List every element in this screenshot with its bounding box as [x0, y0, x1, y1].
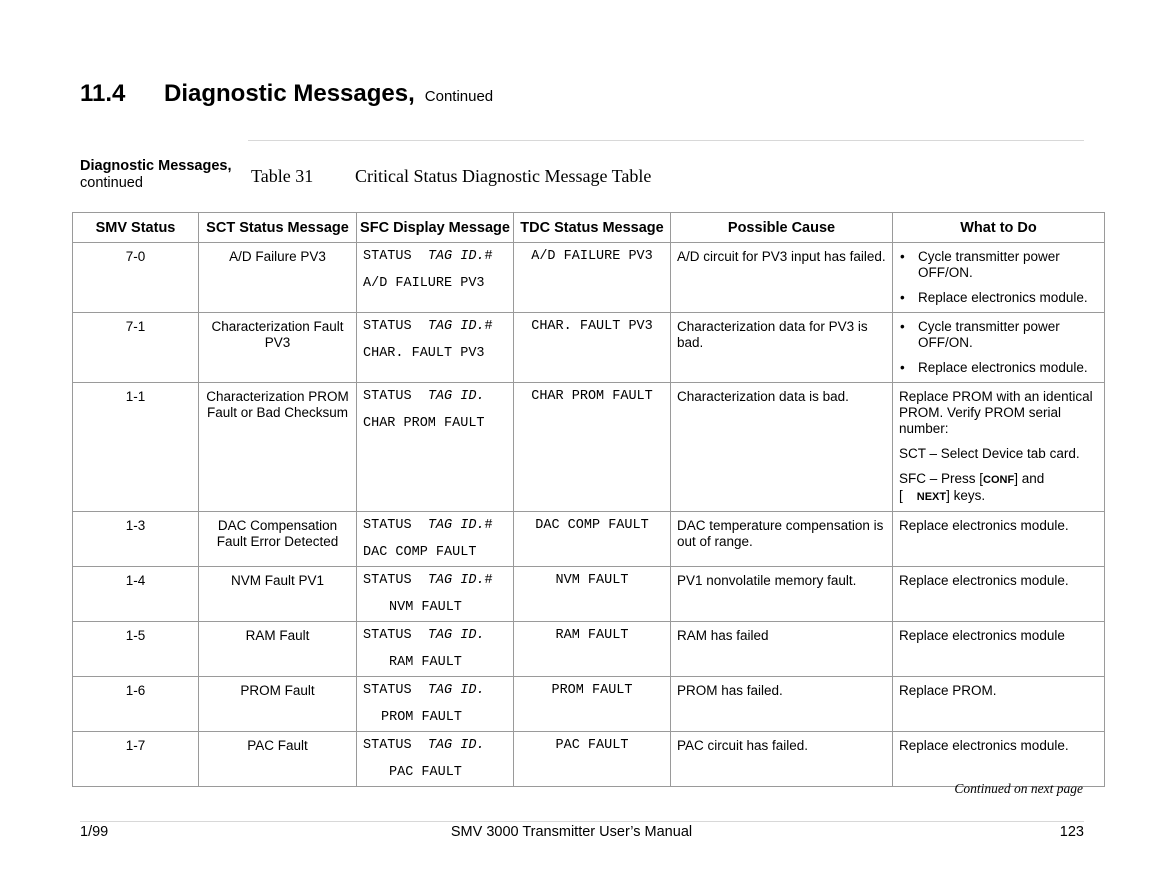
sfc-tag-text: TAG ID. — [427, 518, 485, 533]
possible-cause-cell: PAC circuit has failed. — [671, 732, 893, 787]
footer-manual-title: SMV 3000 Transmitter User’s Manual — [450, 824, 693, 840]
sfc-message-text: CHAR PROM FAULT — [363, 416, 485, 431]
sfc-message-text: DAC COMP FAULT — [363, 545, 477, 560]
side-label-note: continued — [80, 175, 143, 191]
tdc-status-cell: A/D FAILURE PV3 — [514, 243, 671, 313]
possible-cause-cell: A/D circuit for PV3 input has failed. — [671, 243, 893, 313]
table-row — [73, 732, 1105, 787]
smv-status-cell: 1-4 — [73, 567, 199, 622]
sfc-suffix-text: # — [484, 249, 493, 264]
footer-page-number: 123 — [1059, 824, 1084, 840]
table-row — [73, 243, 1105, 313]
possible-cause-cell: Characterization data for PV3 is bad. — [671, 313, 893, 383]
what-to-do-cell — [893, 383, 1105, 512]
table-row — [73, 313, 1105, 383]
table-title: Critical Status Diagnostic Message Table — [355, 166, 652, 186]
sfc-tag-text: TAG ID. — [427, 628, 485, 643]
what-to-do-cell: Replace electronics module. — [893, 512, 1105, 567]
smv-status-cell: 1-1 — [73, 383, 199, 512]
sfc-tag-text: TAG ID. — [427, 249, 485, 264]
sct-status-cell: RAM Fault — [199, 622, 357, 677]
col-header-what-to-do: What to Do — [893, 213, 1105, 243]
section-continued: Continued — [424, 88, 494, 105]
sfc-tag-text: TAG ID. — [427, 389, 485, 404]
sfc-suffix-text: # — [484, 573, 493, 588]
todo-text-part: ] keys. — [946, 488, 986, 503]
table-row — [73, 383, 1105, 512]
sfc-display-cell — [357, 313, 514, 383]
todo-item: • Replace electronics module. — [899, 360, 1098, 376]
todo-paragraph — [899, 471, 1098, 505]
table-row — [73, 622, 1105, 677]
sfc-tag-text: TAG ID. — [427, 683, 485, 698]
smv-status-cell: 7-0 — [73, 243, 199, 313]
sfc-display-cell — [357, 567, 514, 622]
section-heading — [80, 80, 493, 108]
todo-item: • Cycle transmitter power OFF/ON. — [899, 249, 1098, 281]
footer-rule — [80, 821, 1084, 822]
sct-status-cell: PAC Fault — [199, 732, 357, 787]
section-title: Diagnostic Messages, — [164, 80, 415, 107]
smv-status-cell: 1-7 — [73, 732, 199, 787]
sfc-status-text: STATUS — [363, 319, 428, 334]
sct-status-cell: Characterization PROM Fault or Bad Checksum — [199, 383, 357, 512]
sct-status-cell: A/D Failure PV3 — [199, 243, 357, 313]
todo-text-part: SFC – Press [ — [899, 471, 984, 486]
smv-status-cell: 1-5 — [73, 622, 199, 677]
next-key-label: NEXT — [916, 491, 947, 503]
table-number: Table 31 — [251, 166, 314, 186]
what-to-do-cell — [893, 243, 1105, 313]
sfc-tag-text: TAG ID. — [427, 738, 485, 753]
tdc-status-cell: PAC FAULT — [514, 732, 671, 787]
sfc-suffix-text: # — [484, 319, 493, 334]
table-row — [73, 567, 1105, 622]
sct-status-cell: Characterization Fault PV3 — [199, 313, 357, 383]
table-header-row — [73, 213, 1105, 243]
possible-cause-cell: PV1 nonvolatile memory fault. — [671, 567, 893, 622]
sfc-status-text: STATUS — [363, 249, 428, 264]
sfc-status-text: STATUS — [363, 738, 428, 753]
table-row — [73, 512, 1105, 567]
smv-status-cell: 7-1 — [73, 313, 199, 383]
sct-status-cell: DAC Compensation Fault Error Detected — [199, 512, 357, 567]
tdc-status-cell: RAM FAULT — [514, 622, 671, 677]
top-rule — [248, 140, 1084, 141]
tdc-status-cell: CHAR. FAULT PV3 — [514, 313, 671, 383]
todo-paragraph: SCT – Select Device tab card. — [899, 446, 1080, 461]
sfc-display-cell — [357, 622, 514, 677]
sfc-suffix-text: # — [484, 518, 493, 533]
sfc-display-cell — [357, 732, 514, 787]
tdc-status-cell: PROM FAULT — [514, 677, 671, 732]
sfc-tag-text: TAG ID. — [427, 573, 485, 588]
sfc-tag-text: TAG ID. — [427, 319, 485, 334]
side-label-title: Diagnostic Messages, — [80, 158, 232, 174]
sfc-status-text: STATUS — [363, 683, 428, 698]
col-header-sct-status: SCT Status Message — [199, 213, 357, 243]
sfc-status-text: STATUS — [363, 573, 428, 588]
diagnostic-table — [72, 212, 1105, 787]
tdc-status-cell: DAC COMP FAULT — [514, 512, 671, 567]
sfc-status-text: STATUS — [363, 628, 428, 643]
possible-cause-cell: RAM has failed — [671, 622, 893, 677]
todo-text-part: ] and [ — [899, 471, 1045, 503]
what-to-do-cell: Replace electronics module. — [893, 732, 1105, 787]
sfc-message-text: NVM FAULT — [389, 600, 462, 615]
what-to-do-cell: Replace PROM. — [893, 677, 1105, 732]
sfc-display-cell — [357, 243, 514, 313]
col-header-sfc-display: SFC Display Message — [357, 213, 514, 243]
sfc-message-text: PROM FAULT — [381, 710, 463, 725]
sfc-message-text: CHAR. FAULT PV3 — [363, 346, 485, 361]
smv-status-cell: 1-6 — [73, 677, 199, 732]
smv-status-cell: 1-3 — [73, 512, 199, 567]
col-header-possible-cause: Possible Cause — [671, 213, 893, 243]
todo-item: • Replace electronics module. — [899, 290, 1098, 306]
what-to-do-cell: Replace electronics module — [893, 622, 1105, 677]
sct-status-cell: NVM Fault PV1 — [199, 567, 357, 622]
sfc-message-text: RAM FAULT — [389, 655, 462, 670]
table-caption — [251, 166, 651, 187]
possible-cause-cell: DAC temperature compensation is out of range. — [671, 512, 893, 567]
sfc-message-text: A/D FAILURE PV3 — [363, 276, 485, 291]
what-to-do-cell: Replace electronics module. — [893, 567, 1105, 622]
sfc-message-text: PAC FAULT — [389, 765, 462, 780]
continued-note: Continued on next page — [954, 781, 1083, 796]
col-header-tdc-status: TDC Status Message — [514, 213, 671, 243]
todo-item: • Cycle transmitter power OFF/ON. — [899, 319, 1098, 351]
possible-cause-cell: PROM has failed. — [671, 677, 893, 732]
tdc-status-cell: CHAR PROM FAULT — [514, 383, 671, 512]
sfc-status-text: STATUS — [363, 389, 428, 404]
col-header-smv-status: SMV Status — [73, 213, 199, 243]
what-to-do-cell — [893, 313, 1105, 383]
tdc-status-cell: NVM FAULT — [514, 567, 671, 622]
sfc-display-cell — [357, 677, 514, 732]
sfc-display-cell — [357, 383, 514, 512]
todo-paragraph: Replace PROM with an identical PROM. Verify PROM serial number: — [899, 389, 1093, 436]
sct-status-cell: PROM Fault — [199, 677, 357, 732]
possible-cause-cell: Characterization data is bad. — [671, 383, 893, 512]
section-number: 11.4 — [80, 80, 126, 107]
sfc-status-text: STATUS — [363, 518, 428, 533]
footer-date: 1/99 — [80, 824, 109, 840]
side-label — [80, 158, 232, 192]
table-row — [73, 677, 1105, 732]
sfc-display-cell — [357, 512, 514, 567]
conf-key-label: CONF — [983, 474, 1015, 486]
